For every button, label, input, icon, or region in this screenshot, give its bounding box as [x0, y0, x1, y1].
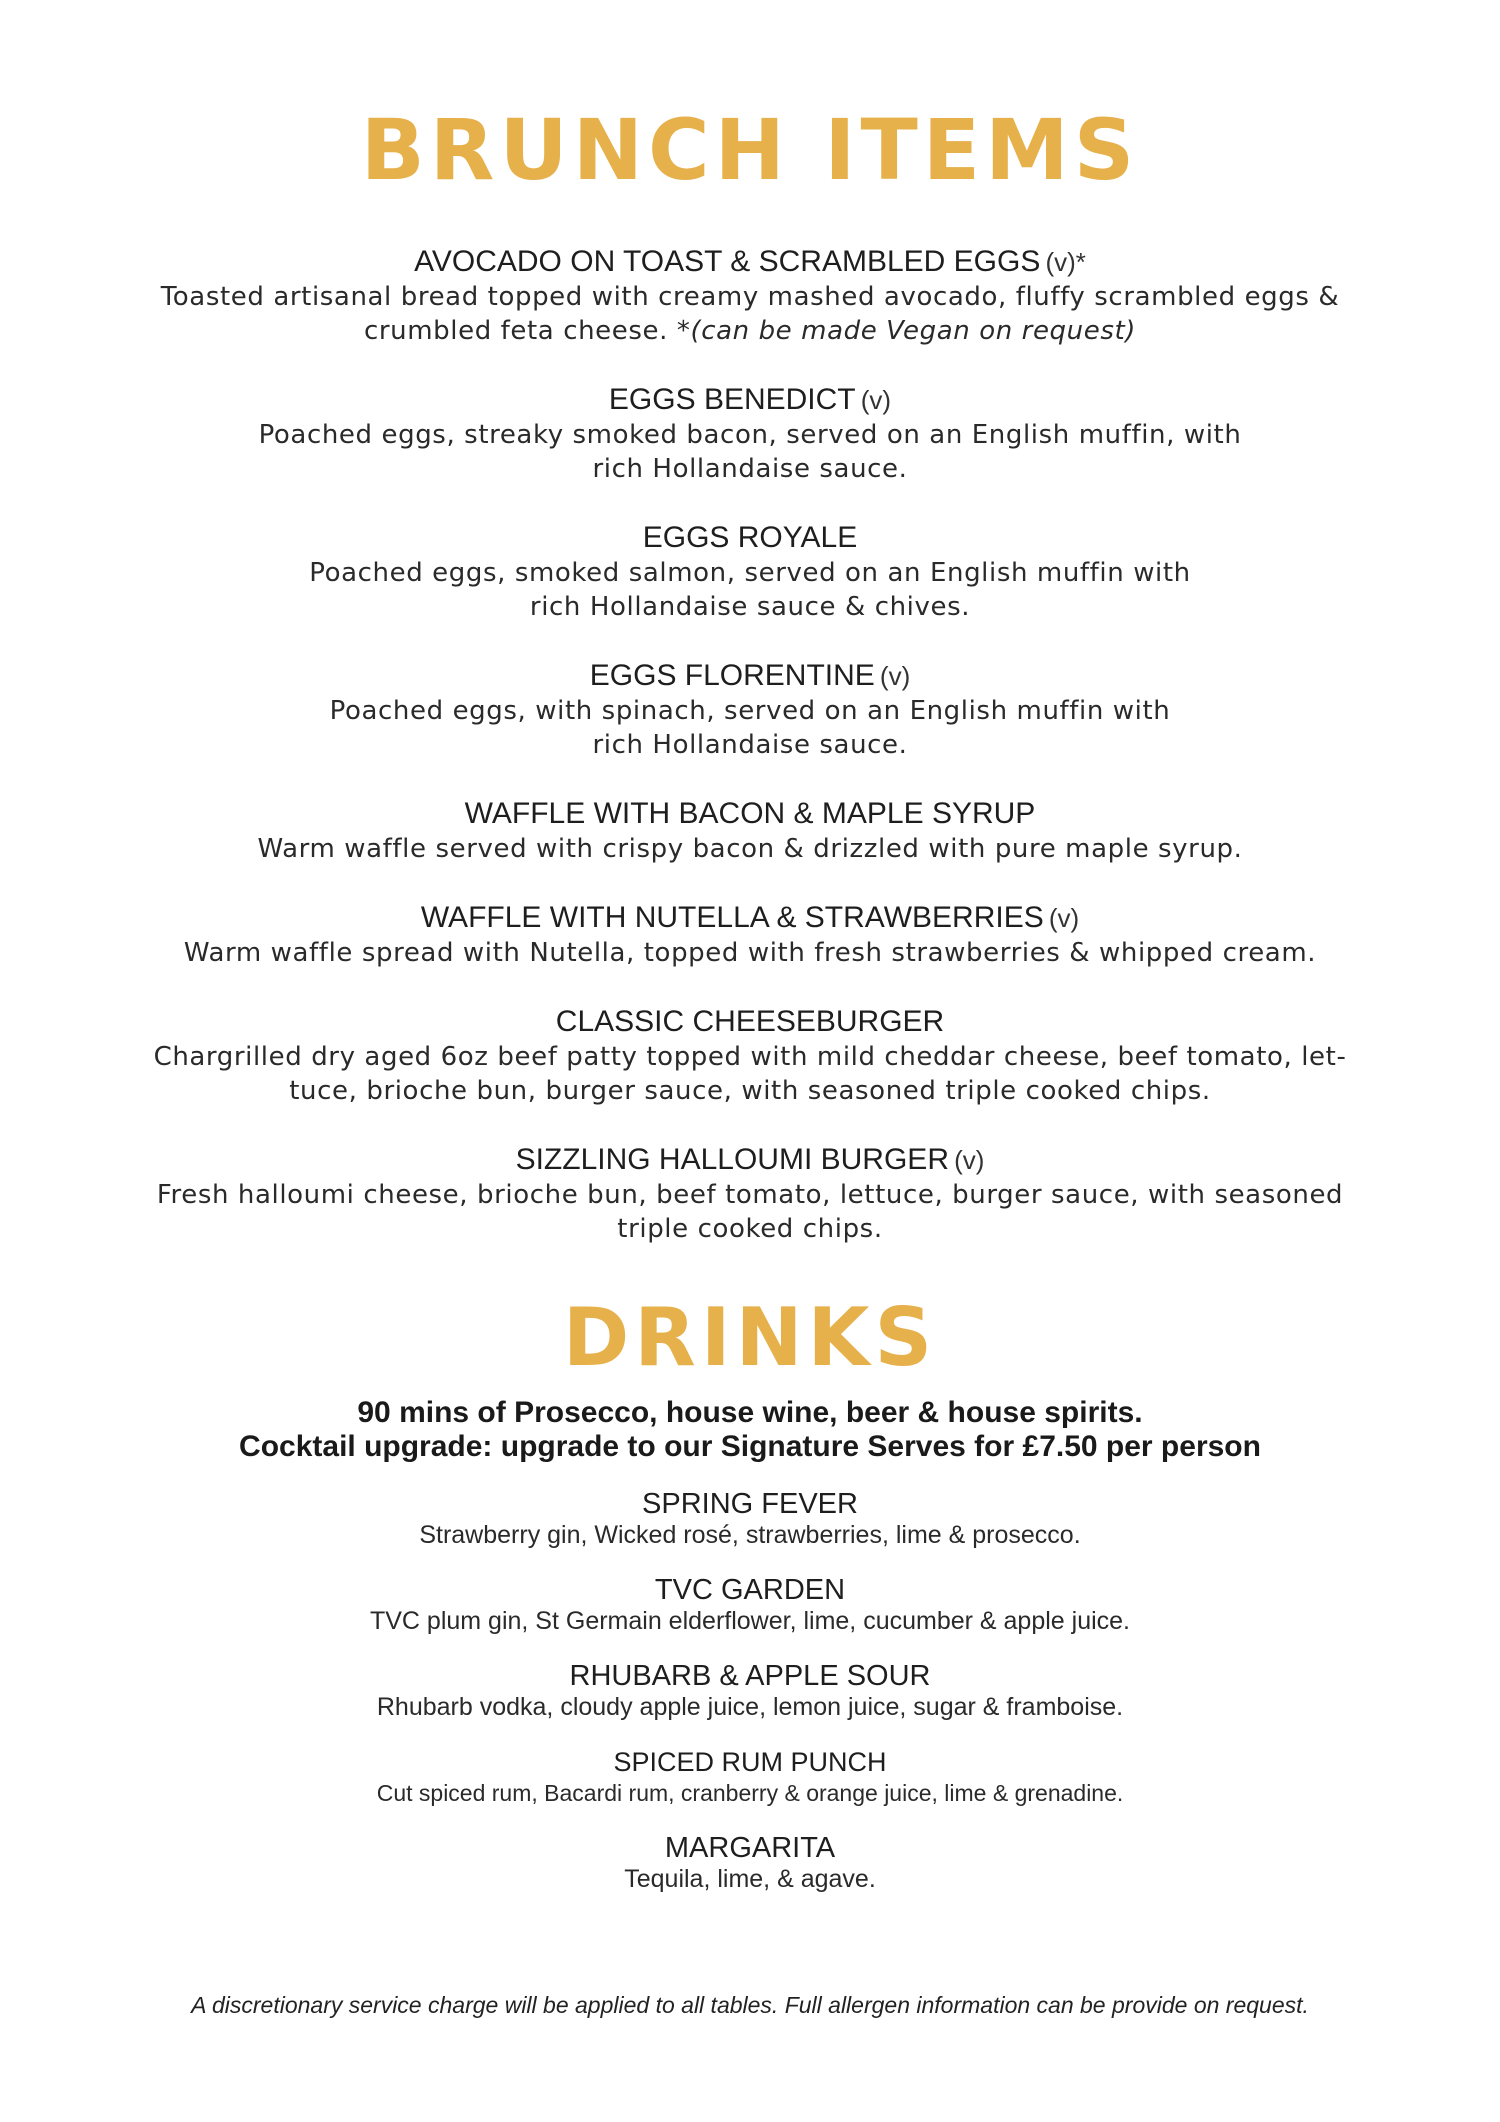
brunch-item-description — [140, 556, 1360, 624]
dietary-tag: (v) — [879, 661, 911, 691]
dietary-tag: (v) — [1048, 903, 1080, 933]
description-line: Poached eggs, with spinach, served on an English muffin with — [329, 696, 1171, 726]
brunch-item-name: EGGS FLORENTINE — [589, 659, 875, 692]
brunch-item-description — [140, 832, 1360, 866]
description-line: Poached eggs, streaky smoked bacon, served on an English muffin, with — [258, 420, 1242, 450]
drinks-intro — [100, 1396, 1400, 1464]
drinks-title: DRINKS — [562, 1291, 938, 1384]
brunch-item — [140, 900, 1360, 970]
description-line: rich Hollandaise sauce. — [592, 454, 908, 484]
dietary-tag: (v) — [954, 1145, 985, 1175]
brunch-item — [140, 244, 1360, 348]
drink-item — [200, 1488, 1300, 1550]
brunch-item-description — [140, 418, 1360, 486]
description-line: Warm waffle spread with Nutella, topped with fresh strawberries & whipped cream. — [183, 938, 1317, 968]
brunch-item-description — [140, 1040, 1360, 1108]
description-line: rich Hollandaise sauce. — [592, 730, 908, 760]
drink-name: RHUBARB & APPLE SOUR — [569, 1660, 931, 1692]
brunch-item — [140, 1004, 1360, 1108]
brunch-title: BRUNCH ITEMS — [360, 101, 1140, 199]
brunch-item-name: SIZZLING HALLOUMI BURGER — [515, 1143, 949, 1176]
brunch-item-description: Toasted artisanal bread topped with creamy mashed avocado, fluffy scrambled eggs & crumbled feta cheese. — [160, 282, 1340, 346]
drink-description: Rhubarb vodka, cloudy apple juice, lemon juice, sugar & framboise. — [376, 1693, 1124, 1721]
brunch-item-name: EGGS ROYALE — [642, 521, 858, 554]
drink-description: Strawberry gin, Wicked rosé, strawberries, lime & prosecco. — [419, 1521, 1081, 1549]
service-charge-note: A discretionary service charge will be applied to all tables. Full allergen information can be provide on request. — [191, 1992, 1309, 2018]
description-line: tuce, brioche bun, burger sauce, with seasoned triple cooked chips. — [289, 1076, 1211, 1106]
brunch-item — [140, 382, 1360, 486]
description-line: triple cooked chips. — [617, 1214, 883, 1244]
drinks-package-text: 90 mins of Prosecco, house wine, beer & house spirits. — [357, 1396, 1143, 1429]
description-line: Chargrilled dry aged 6oz beef patty topped with mild cheddar cheese, beef tomato, let- — [153, 1042, 1347, 1072]
brunch-item-name: CLASSIC CHEESEBURGER — [555, 1005, 945, 1038]
dietary-tag: (v) — [860, 385, 892, 415]
dietary-tag: (v)* — [1045, 247, 1086, 277]
brunch-item-name: EGGS BENEDICT — [608, 383, 856, 416]
drink-name: MARGARITA — [664, 1832, 836, 1864]
drink-item — [200, 1832, 1300, 1894]
drink-description: Cut spiced rum, Bacardi rum, cranberry & orange juice, lime & grenadine. — [376, 1780, 1124, 1806]
brunch-item-description — [140, 1178, 1360, 1246]
brunch-item-description — [140, 694, 1360, 762]
brunch-item-name: WAFFLE WITH NUTELLA & STRAWBERRIES — [420, 901, 1044, 934]
drinks-list — [200, 1488, 1300, 1918]
brunch-item-description — [140, 936, 1360, 970]
drink-item — [200, 1746, 1300, 1808]
cocktail-upgrade-text: Cocktail upgrade: upgrade to our Signature Serves for £7.50 per person — [239, 1430, 1261, 1463]
description-line: Poached eggs, smoked salmon, served on an English muffin with — [309, 558, 1191, 588]
drink-description: TVC plum gin, St Germain elderflower, lime, cucumber & apple juice. — [369, 1607, 1131, 1635]
brunch-item — [140, 520, 1360, 624]
brunch-item-name: AVOCADO ON TOAST & SCRAMBLED EGGS — [414, 245, 1041, 278]
drink-name: SPRING FEVER — [642, 1488, 858, 1520]
drink-description: Tequila, lime, & agave. — [624, 1865, 876, 1893]
brunch-list — [140, 244, 1360, 1280]
description-line: rich Hollandaise sauce & chives. — [529, 592, 971, 622]
description-line: Fresh halloumi cheese, brioche bun, beef tomato, lettuce, burger sauce, with seasoned — [156, 1180, 1344, 1210]
drink-name: TVC GARDEN — [654, 1574, 846, 1606]
brunch-item — [140, 658, 1360, 762]
vegan-note: *(can be made Vegan on request) — [676, 316, 1136, 346]
description-line: Warm waffle served with crispy bacon & drizzled with pure maple syrup. — [257, 834, 1243, 864]
drink-name: SPICED RUM PUNCH — [613, 1747, 887, 1777]
drink-item — [200, 1574, 1300, 1636]
brunch-item-name: WAFFLE WITH BACON & MAPLE SYRUP — [464, 797, 1036, 830]
brunch-item — [140, 796, 1360, 866]
brunch-item — [140, 1142, 1360, 1246]
drink-item — [200, 1660, 1300, 1722]
